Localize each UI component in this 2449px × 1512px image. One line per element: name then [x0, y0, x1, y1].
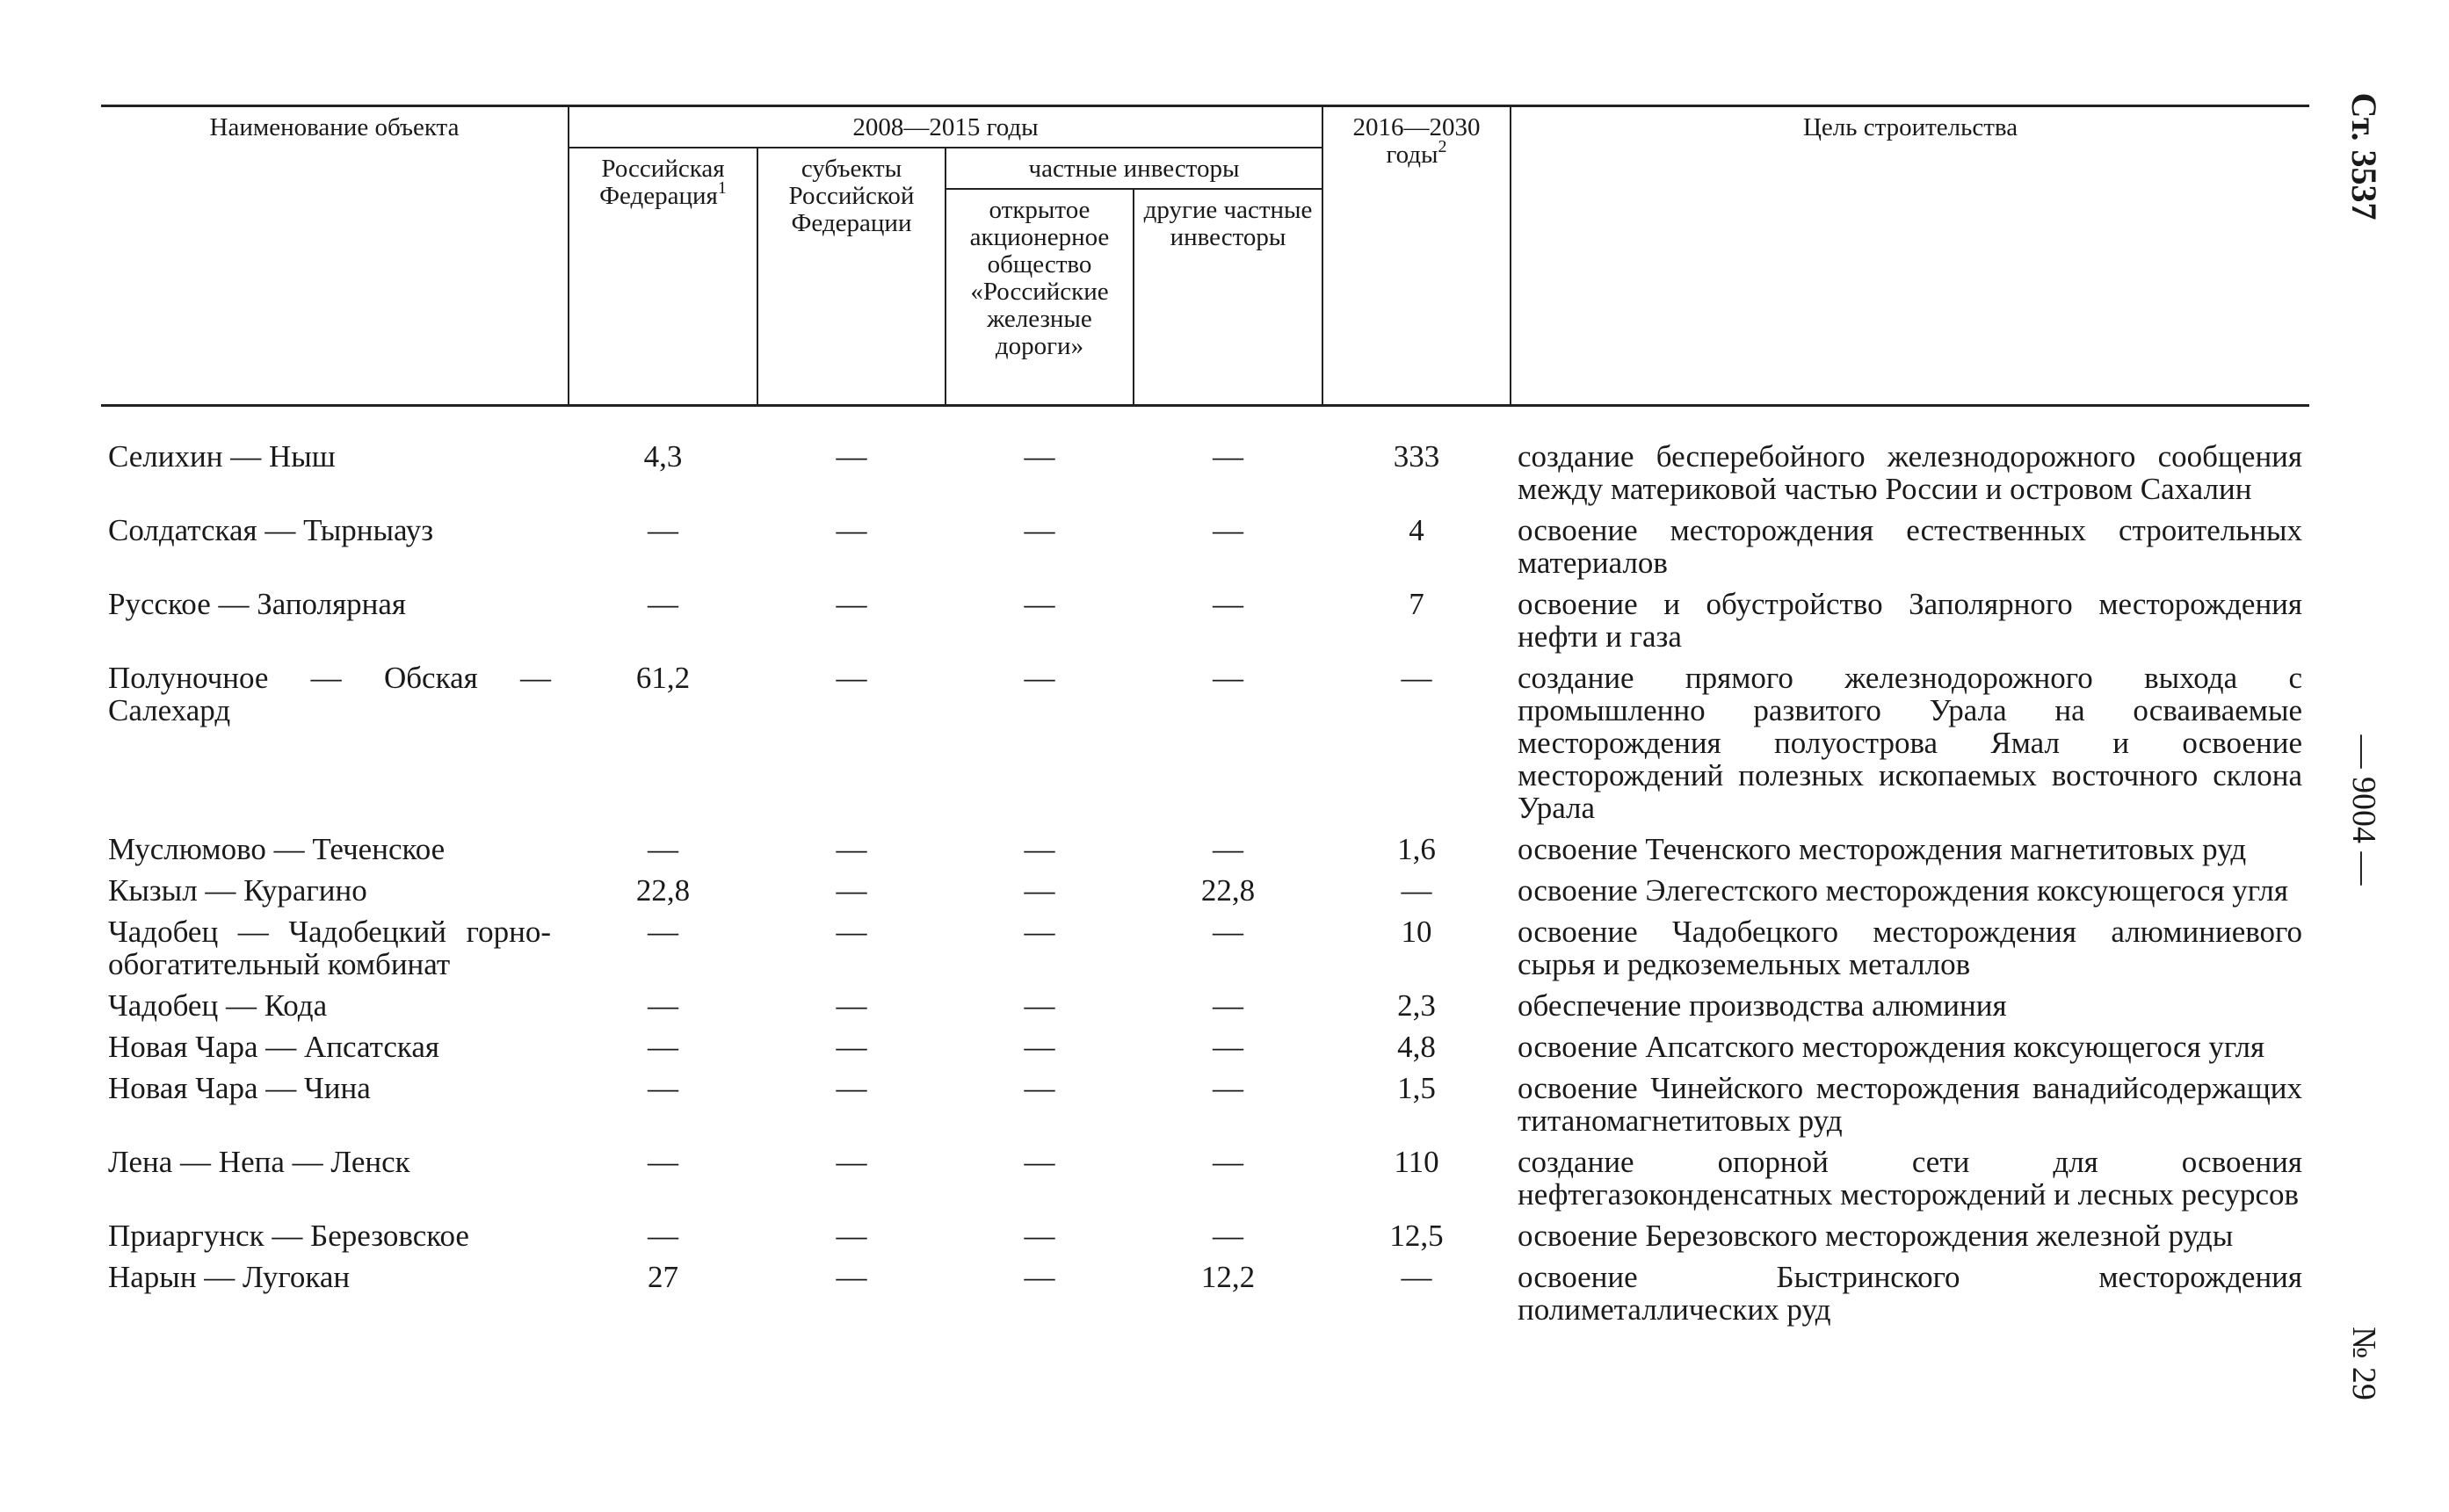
- table-row: [101, 514, 2309, 588]
- table-row: [101, 1219, 2309, 1261]
- footnote-1: 1: [717, 178, 727, 198]
- value-other: —: [1213, 660, 1243, 695]
- object-name: Новая Чара — Апсатская: [108, 1029, 440, 1064]
- object-name: Приаргунск — Березовское: [108, 1218, 469, 1253]
- value-subjects: —: [836, 1070, 867, 1105]
- page-reference: Ст. 3537: [2344, 92, 2384, 221]
- issue-number: № 29: [2345, 1327, 2382, 1400]
- value-other: 22,8: [1200, 872, 1256, 908]
- value-subjects: —: [836, 831, 867, 866]
- value-subjects: —: [836, 512, 867, 547]
- value-rzd: —: [1024, 1144, 1055, 1179]
- value-rf: —: [648, 1070, 678, 1105]
- value-2016-2030: 7: [1409, 586, 1424, 621]
- value-rzd: —: [1024, 1259, 1055, 1294]
- value-2016-2030: 4,8: [1397, 1029, 1436, 1064]
- value-rf: —: [648, 914, 678, 949]
- value-rzd: —: [1024, 1218, 1055, 1253]
- construction-goal: освоение Чадобецкого месторождения алюминиевого сырья и редкоземельных металлов: [1518, 914, 2303, 981]
- value-2016-2030: 12,5: [1389, 1218, 1444, 1253]
- value-subjects: —: [836, 660, 867, 695]
- table-row: [101, 915, 2309, 989]
- table-row: [101, 874, 2309, 915]
- value-rzd: —: [1024, 1029, 1055, 1064]
- value-other: —: [1213, 1070, 1243, 1105]
- value-other: —: [1213, 914, 1243, 949]
- table-row: [101, 662, 2309, 833]
- value-rf: 22,8: [635, 872, 691, 908]
- value-2016-2030: —: [1401, 872, 1432, 908]
- value-2016-2030: —: [1401, 660, 1432, 695]
- value-2016-2030: 1,5: [1397, 1070, 1436, 1105]
- object-name: Селихин — Ныш: [108, 438, 336, 474]
- investment-table: [101, 105, 2309, 1335]
- value-subjects: —: [836, 914, 867, 949]
- value-rf: 61,2: [635, 660, 691, 695]
- construction-goal: освоение месторождения естественных строительных материалов: [1518, 512, 2303, 580]
- header-federation-subjects: субъекты Российской Федерации: [757, 148, 946, 405]
- construction-goal: освоение Быстринского месторождения полиметаллических руд: [1518, 1259, 2303, 1327]
- table-row: [101, 1072, 2309, 1146]
- object-name: Полуночное — Обская — Салехард: [108, 660, 551, 727]
- value-other: —: [1213, 1218, 1243, 1253]
- construction-goal: освоение Чинейского месторождения ванадийсодержащих титаномагнетитовых руд: [1518, 1070, 2303, 1138]
- value-other: —: [1213, 831, 1243, 866]
- object-name: Чадобец — Чадобецкий горно-обогатительный комбинат: [108, 914, 551, 981]
- value-rf: —: [648, 512, 678, 547]
- header-russian-federation: Российская Федерация$^1$: [569, 148, 757, 405]
- header-construction-goal: Цель строительства: [1511, 106, 2309, 406]
- value-rf: 27: [648, 1259, 678, 1294]
- value-other: —: [1213, 1029, 1243, 1064]
- object-name: Муслюмово — Теченское: [108, 831, 446, 866]
- value-2016-2030: 1,6: [1397, 831, 1436, 866]
- footnote-2: 2: [1438, 137, 1447, 156]
- header-period-2008-2015: 2008—2015 годы: [569, 106, 1322, 148]
- value-2016-2030: 2,3: [1397, 988, 1436, 1023]
- value-subjects: —: [836, 1218, 867, 1253]
- object-name: Кызыл — Курагино: [108, 872, 367, 908]
- value-rf: —: [648, 988, 678, 1023]
- value-2016-2030: —: [1401, 1259, 1432, 1294]
- value-rzd: —: [1024, 438, 1055, 474]
- page-number: — 9004 —: [2345, 734, 2382, 886]
- value-subjects: —: [836, 438, 867, 474]
- object-name: Нарын — Лугокан: [108, 1259, 351, 1294]
- table-row: [101, 405, 2309, 514]
- value-rzd: —: [1024, 660, 1055, 695]
- value-2016-2030: 110: [1394, 1144, 1439, 1179]
- value-subjects: —: [836, 872, 867, 908]
- header-object-name: Наименование объекта: [101, 106, 569, 406]
- object-name: Лена — Непа — Ленск: [108, 1144, 410, 1179]
- object-name: Русское — Заполярная: [108, 586, 407, 621]
- value-rzd: —: [1024, 1070, 1055, 1105]
- table-row: [101, 1031, 2309, 1072]
- construction-goal: создание прямого железнодорожного выхода с промышленно развитого Урала на осваиваемые месторождения полуострова Ямал и освоение месторождений полезных ископаемых восточного склона Урала: [1518, 660, 2303, 825]
- value-subjects: —: [836, 586, 867, 621]
- construction-goal: освоение и обустройство Заполярного месторождения нефти и газа: [1518, 586, 2303, 654]
- construction-goal: освоение Теченского месторождения магнетитовых руд: [1518, 831, 2247, 866]
- header-private-investors: частные инвесторы: [946, 148, 1322, 189]
- value-2016-2030: 10: [1401, 914, 1432, 949]
- value-rzd: —: [1024, 872, 1055, 908]
- value-rzd: —: [1024, 914, 1055, 949]
- value-rf: —: [648, 1144, 678, 1179]
- value-other: —: [1213, 988, 1243, 1023]
- object-name: Чадобец — Кода: [108, 988, 328, 1023]
- value-rf: 4,3: [643, 438, 683, 474]
- construction-goal: освоение Березовского месторождения железной руды: [1518, 1218, 2234, 1253]
- table-row: [101, 588, 2309, 662]
- table-row: [101, 1261, 2309, 1335]
- construction-goal: обеспечение производства алюминия: [1518, 988, 2007, 1023]
- value-rf: —: [648, 1029, 678, 1064]
- value-rzd: —: [1024, 831, 1055, 866]
- value-rzd: —: [1024, 512, 1055, 547]
- object-name: Солдатская — Тырныауз: [108, 512, 434, 547]
- value-other: —: [1213, 586, 1243, 621]
- construction-goal: создание опорной сети для освоения нефтегазоконденсатных месторождений и лесных ресурсов: [1518, 1144, 2303, 1212]
- value-rzd: —: [1024, 586, 1055, 621]
- value-other: —: [1213, 512, 1243, 547]
- value-subjects: —: [836, 1029, 867, 1064]
- value-subjects: —: [836, 1144, 867, 1179]
- value-subjects: —: [836, 988, 867, 1023]
- construction-goal: освоение Элегестского месторождения коксующегося угля: [1518, 872, 2288, 908]
- table-row: [101, 1146, 2309, 1219]
- value-other: 12,2: [1200, 1259, 1256, 1294]
- construction-goal: создание бесперебойного железнодорожного сообщения между материковой частью России и островом Сахалин: [1518, 438, 2303, 506]
- table-row: [101, 833, 2309, 874]
- value-rf: —: [648, 586, 678, 621]
- value-other: —: [1213, 1144, 1243, 1179]
- value-rzd: —: [1024, 988, 1055, 1023]
- value-2016-2030: 333: [1393, 438, 1440, 474]
- header-period-2016-2030: 2016—2030 годы$^2$: [1322, 106, 1511, 406]
- value-2016-2030: 4: [1409, 512, 1424, 547]
- table-body: [101, 405, 2309, 1335]
- construction-goal: освоение Апсатского месторождения коксующегося угля: [1518, 1029, 2265, 1064]
- value-rf: —: [648, 831, 678, 866]
- table-row: [101, 989, 2309, 1031]
- header-other-investors: другие частные инвесторы: [1134, 189, 1322, 405]
- header-rzd: открытое акционерное общество «Российские железные дороги»: [946, 189, 1134, 405]
- value-subjects: —: [836, 1259, 867, 1294]
- table-header: [101, 106, 2309, 406]
- value-other: —: [1213, 438, 1243, 474]
- value-rf: —: [648, 1218, 678, 1253]
- object-name: Новая Чара — Чина: [108, 1070, 371, 1105]
